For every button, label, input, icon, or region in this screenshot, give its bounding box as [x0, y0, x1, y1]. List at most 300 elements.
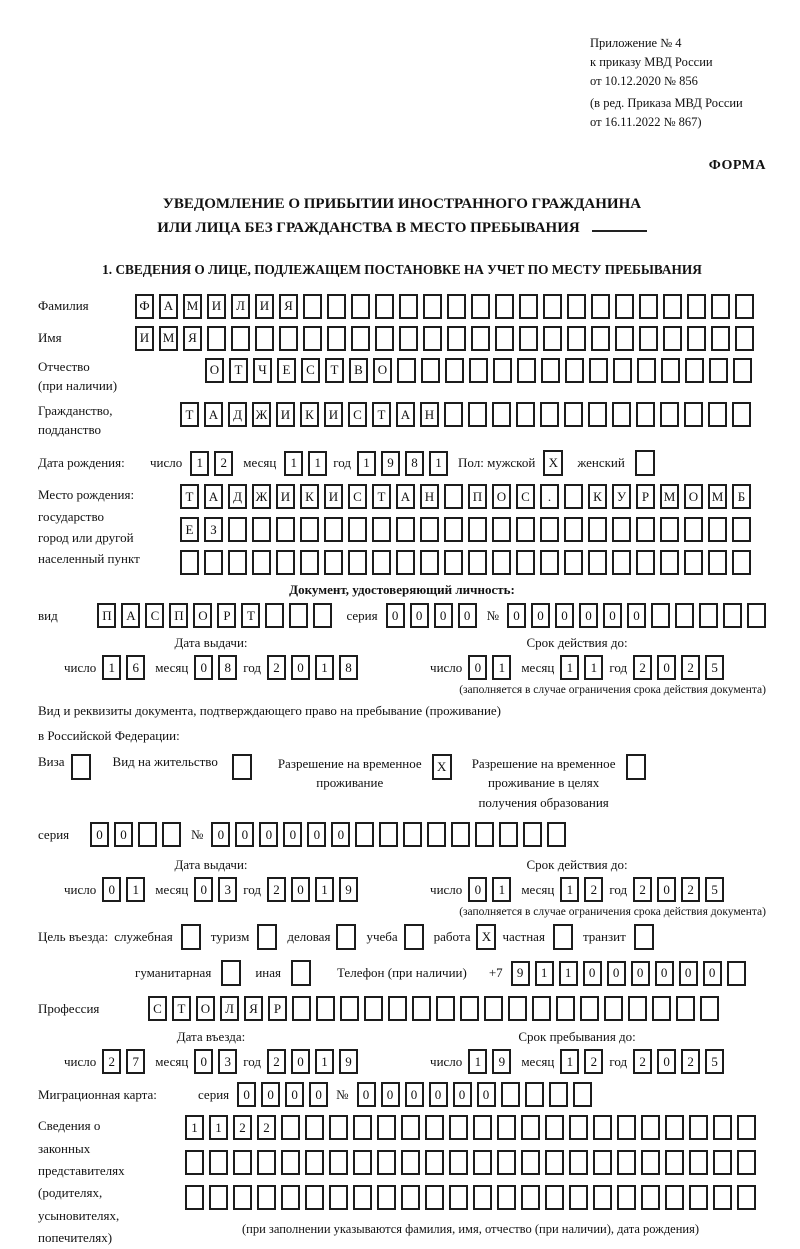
char-cell[interactable] [475, 822, 494, 847]
char-cell[interactable] [324, 517, 343, 542]
char-cell[interactable]: 1 [315, 877, 334, 902]
checkbox-purpose-tourism[interactable] [257, 924, 277, 950]
char-cell[interactable] [353, 1115, 372, 1140]
char-cell[interactable]: А [204, 402, 223, 427]
char-cell[interactable] [593, 1185, 612, 1210]
char-cell[interactable]: 2 [214, 451, 233, 476]
char-cell[interactable]: Д [228, 484, 247, 509]
char-cell[interactable] [685, 358, 704, 383]
char-cell[interactable]: 0 [291, 655, 310, 680]
char-cell[interactable] [228, 550, 247, 575]
char-cell[interactable] [423, 294, 442, 319]
checkbox-purpose-private[interactable] [553, 924, 573, 950]
char-cell[interactable] [525, 1082, 544, 1107]
char-cell[interactable] [628, 996, 647, 1021]
char-cell[interactable] [327, 294, 346, 319]
char-cell[interactable] [569, 1150, 588, 1175]
char-cell[interactable] [737, 1185, 756, 1210]
char-cell[interactable] [265, 603, 284, 628]
char-cell[interactable]: 2 [233, 1115, 252, 1140]
char-cell[interactable]: О [373, 358, 392, 383]
char-cell[interactable]: 8 [218, 655, 237, 680]
char-cell[interactable] [617, 1185, 636, 1210]
char-cell[interactable]: 0 [283, 822, 302, 847]
char-cell[interactable] [545, 1150, 564, 1175]
char-cell[interactable] [639, 326, 658, 351]
char-cell[interactable]: 3 [218, 877, 237, 902]
char-cell[interactable]: 6 [126, 655, 145, 680]
char-cell[interactable] [444, 402, 463, 427]
char-cell[interactable]: 1 [535, 961, 554, 986]
char-cell[interactable] [353, 1185, 372, 1210]
checkbox-purpose-transit[interactable] [634, 924, 654, 950]
char-cell[interactable] [396, 550, 415, 575]
char-cell[interactable]: 5 [705, 655, 724, 680]
char-cell[interactable] [700, 996, 719, 1021]
char-cell[interactable]: Б [732, 484, 751, 509]
char-cell[interactable]: 0 [468, 877, 487, 902]
char-cell[interactable] [420, 517, 439, 542]
char-cell[interactable]: 1 [315, 655, 334, 680]
char-cell[interactable] [660, 517, 679, 542]
char-cell[interactable] [492, 550, 511, 575]
char-cell[interactable] [689, 1115, 708, 1140]
char-cell[interactable]: 1 [560, 1049, 579, 1074]
char-cell[interactable]: 2 [267, 655, 286, 680]
char-cell[interactable]: 2 [633, 1049, 652, 1074]
char-cell[interactable] [589, 358, 608, 383]
char-cell[interactable] [545, 1185, 564, 1210]
char-cell[interactable] [495, 326, 514, 351]
char-cell[interactable]: 0 [235, 822, 254, 847]
char-cell[interactable] [425, 1150, 444, 1175]
char-cell[interactable]: О [684, 484, 703, 509]
char-cell[interactable]: 2 [633, 877, 652, 902]
char-cell[interactable] [516, 550, 535, 575]
char-cell[interactable]: В [349, 358, 368, 383]
char-cell[interactable]: О [492, 484, 511, 509]
char-cell[interactable] [543, 294, 562, 319]
char-cell[interactable] [711, 294, 730, 319]
char-cell[interactable] [351, 294, 370, 319]
char-cell[interactable]: 0 [627, 603, 646, 628]
char-cell[interactable] [401, 1150, 420, 1175]
char-cell[interactable]: А [204, 484, 223, 509]
char-cell[interactable] [445, 358, 464, 383]
char-cell[interactable] [540, 550, 559, 575]
char-cell[interactable]: 0 [579, 603, 598, 628]
char-cell[interactable]: 0 [114, 822, 133, 847]
char-cell[interactable] [564, 484, 583, 509]
char-cell[interactable] [675, 603, 694, 628]
char-cell[interactable]: Т [229, 358, 248, 383]
char-cell[interactable]: 1 [315, 1049, 334, 1074]
char-cell[interactable]: Л [231, 294, 250, 319]
char-cell[interactable] [501, 1082, 520, 1107]
char-cell[interactable] [436, 996, 455, 1021]
char-cell[interactable]: 1 [284, 451, 303, 476]
char-cell[interactable] [185, 1150, 204, 1175]
char-cell[interactable]: И [324, 402, 343, 427]
char-cell[interactable] [468, 550, 487, 575]
char-cell[interactable] [375, 294, 394, 319]
char-cell[interactable]: 1 [185, 1115, 204, 1140]
char-cell[interactable] [723, 603, 742, 628]
char-cell[interactable] [460, 996, 479, 1021]
char-cell[interactable]: Ж [252, 484, 271, 509]
char-cell[interactable]: Я [183, 326, 202, 351]
char-cell[interactable] [516, 517, 535, 542]
char-cell[interactable]: 0 [458, 603, 477, 628]
char-cell[interactable]: 0 [655, 961, 674, 986]
char-cell[interactable]: 0 [468, 655, 487, 680]
char-cell[interactable]: Я [244, 996, 263, 1021]
char-cell[interactable] [379, 822, 398, 847]
char-cell[interactable] [699, 603, 718, 628]
char-cell[interactable] [279, 326, 298, 351]
char-cell[interactable] [231, 326, 250, 351]
char-cell[interactable] [348, 550, 367, 575]
char-cell[interactable] [732, 517, 751, 542]
char-cell[interactable] [471, 294, 490, 319]
char-cell[interactable]: Ф [135, 294, 154, 319]
char-cell[interactable] [377, 1150, 396, 1175]
char-cell[interactable] [636, 402, 655, 427]
char-cell[interactable] [663, 294, 682, 319]
char-cell[interactable] [687, 294, 706, 319]
char-cell[interactable]: Н [420, 402, 439, 427]
char-cell[interactable] [257, 1185, 276, 1210]
char-cell[interactable]: 2 [681, 655, 700, 680]
char-cell[interactable]: К [300, 402, 319, 427]
char-cell[interactable]: Т [180, 484, 199, 509]
char-cell[interactable] [388, 996, 407, 1021]
char-cell[interactable]: 0 [555, 603, 574, 628]
char-cell[interactable]: 0 [429, 1082, 448, 1107]
char-cell[interactable]: 0 [285, 1082, 304, 1107]
char-cell[interactable] [252, 517, 271, 542]
char-cell[interactable]: 1 [308, 451, 327, 476]
char-cell[interactable] [180, 550, 199, 575]
char-cell[interactable] [348, 517, 367, 542]
char-cell[interactable] [508, 996, 527, 1021]
char-cell[interactable] [732, 402, 751, 427]
char-cell[interactable] [612, 402, 631, 427]
char-cell[interactable]: Л [220, 996, 239, 1021]
char-cell[interactable]: 2 [584, 877, 603, 902]
char-cell[interactable] [521, 1115, 540, 1140]
char-cell[interactable]: 9 [492, 1049, 511, 1074]
char-cell[interactable] [329, 1150, 348, 1175]
char-cell[interactable] [468, 517, 487, 542]
char-cell[interactable] [711, 326, 730, 351]
char-cell[interactable] [519, 326, 538, 351]
char-cell[interactable] [425, 1185, 444, 1210]
char-cell[interactable] [737, 1150, 756, 1175]
char-cell[interactable] [209, 1150, 228, 1175]
char-cell[interactable] [497, 1150, 516, 1175]
char-cell[interactable]: 1 [492, 877, 511, 902]
char-cell[interactable]: П [169, 603, 188, 628]
char-cell[interactable]: 1 [560, 877, 579, 902]
char-cell[interactable] [412, 996, 431, 1021]
char-cell[interactable]: А [159, 294, 178, 319]
char-cell[interactable] [447, 294, 466, 319]
char-cell[interactable]: 5 [705, 877, 724, 902]
char-cell[interactable] [281, 1150, 300, 1175]
char-cell[interactable] [375, 326, 394, 351]
char-cell[interactable]: Н [420, 484, 439, 509]
char-cell[interactable] [651, 603, 670, 628]
char-cell[interactable] [372, 550, 391, 575]
char-cell[interactable] [617, 1150, 636, 1175]
char-cell[interactable]: Т [172, 996, 191, 1021]
char-cell[interactable] [364, 996, 383, 1021]
char-cell[interactable] [564, 517, 583, 542]
char-cell[interactable]: 0 [309, 1082, 328, 1107]
checkbox-male[interactable]: X [543, 450, 563, 476]
char-cell[interactable] [733, 358, 752, 383]
char-cell[interactable] [532, 996, 551, 1021]
char-cell[interactable]: 1 [102, 655, 121, 680]
char-cell[interactable] [138, 822, 157, 847]
char-cell[interactable] [591, 326, 610, 351]
char-cell[interactable]: А [121, 603, 140, 628]
char-cell[interactable] [588, 550, 607, 575]
char-cell[interactable] [641, 1185, 660, 1210]
char-cell[interactable]: М [159, 326, 178, 351]
char-cell[interactable] [497, 1185, 516, 1210]
char-cell[interactable]: Т [180, 402, 199, 427]
char-cell[interactable] [397, 358, 416, 383]
char-cell[interactable]: Е [180, 517, 199, 542]
char-cell[interactable]: 0 [453, 1082, 472, 1107]
char-cell[interactable] [565, 358, 584, 383]
char-cell[interactable]: Р [217, 603, 236, 628]
char-cell[interactable] [665, 1115, 684, 1140]
char-cell[interactable] [708, 517, 727, 542]
char-cell[interactable]: 1 [559, 961, 578, 986]
char-cell[interactable] [469, 358, 488, 383]
char-cell[interactable] [396, 517, 415, 542]
char-cell[interactable]: 0 [679, 961, 698, 986]
char-cell[interactable] [540, 402, 559, 427]
char-cell[interactable] [588, 517, 607, 542]
char-cell[interactable] [593, 1150, 612, 1175]
char-cell[interactable]: 0 [307, 822, 326, 847]
char-cell[interactable] [708, 550, 727, 575]
char-cell[interactable] [516, 402, 535, 427]
char-cell[interactable] [471, 326, 490, 351]
char-cell[interactable] [300, 550, 319, 575]
char-cell[interactable] [276, 517, 295, 542]
char-cell[interactable]: 8 [339, 655, 358, 680]
checkbox-temp-residence[interactable]: X [432, 754, 452, 780]
char-cell[interactable] [420, 550, 439, 575]
char-cell[interactable]: А [396, 402, 415, 427]
char-cell[interactable]: И [276, 402, 295, 427]
char-cell[interactable] [473, 1185, 492, 1210]
char-cell[interactable]: 5 [705, 1049, 724, 1074]
char-cell[interactable] [615, 326, 634, 351]
char-cell[interactable] [540, 517, 559, 542]
char-cell[interactable]: М [183, 294, 202, 319]
char-cell[interactable] [612, 550, 631, 575]
char-cell[interactable]: 0 [102, 877, 121, 902]
char-cell[interactable] [289, 603, 308, 628]
char-cell[interactable] [549, 1082, 568, 1107]
char-cell[interactable]: 1 [468, 1049, 487, 1074]
char-cell[interactable] [447, 326, 466, 351]
char-cell[interactable] [521, 1185, 540, 1210]
char-cell[interactable] [303, 294, 322, 319]
char-cell[interactable] [661, 358, 680, 383]
char-cell[interactable] [732, 550, 751, 575]
char-cell[interactable] [292, 996, 311, 1021]
char-cell[interactable] [593, 1115, 612, 1140]
char-cell[interactable] [399, 294, 418, 319]
char-cell[interactable]: 0 [477, 1082, 496, 1107]
checkbox-temp-residence-edu[interactable] [626, 754, 646, 780]
char-cell[interactable] [547, 822, 566, 847]
char-cell[interactable] [641, 1150, 660, 1175]
char-cell[interactable] [444, 550, 463, 575]
char-cell[interactable] [228, 517, 247, 542]
char-cell[interactable]: У [612, 484, 631, 509]
char-cell[interactable] [615, 294, 634, 319]
char-cell[interactable] [689, 1185, 708, 1210]
char-cell[interactable] [543, 326, 562, 351]
char-cell[interactable] [636, 517, 655, 542]
char-cell[interactable]: 2 [257, 1115, 276, 1140]
char-cell[interactable]: Ж [252, 402, 271, 427]
char-cell[interactable] [449, 1185, 468, 1210]
char-cell[interactable] [207, 326, 226, 351]
checkbox-purpose-study[interactable] [404, 924, 424, 950]
char-cell[interactable]: Т [372, 484, 391, 509]
char-cell[interactable]: С [148, 996, 167, 1021]
char-cell[interactable]: 0 [90, 822, 109, 847]
char-cell[interactable] [713, 1115, 732, 1140]
char-cell[interactable]: 0 [194, 1049, 213, 1074]
char-cell[interactable] [564, 402, 583, 427]
char-cell[interactable] [473, 1115, 492, 1140]
char-cell[interactable]: 7 [126, 1049, 145, 1074]
char-cell[interactable] [541, 358, 560, 383]
char-cell[interactable]: 9 [339, 1049, 358, 1074]
char-cell[interactable] [468, 402, 487, 427]
char-cell[interactable] [324, 550, 343, 575]
char-cell[interactable]: 0 [331, 822, 350, 847]
char-cell[interactable] [556, 996, 575, 1021]
checkbox-purpose-humanitarian[interactable] [221, 960, 241, 986]
char-cell[interactable]: С [348, 402, 367, 427]
char-cell[interactable]: О [196, 996, 215, 1021]
checkbox-purpose-official[interactable] [181, 924, 201, 950]
char-cell[interactable]: И [135, 326, 154, 351]
char-cell[interactable]: 0 [381, 1082, 400, 1107]
char-cell[interactable] [636, 550, 655, 575]
char-cell[interactable]: 2 [584, 1049, 603, 1074]
char-cell[interactable] [519, 294, 538, 319]
char-cell[interactable]: 1 [492, 655, 511, 680]
char-cell[interactable] [713, 1150, 732, 1175]
char-cell[interactable]: 0 [607, 961, 626, 986]
checkbox-purpose-business[interactable] [336, 924, 356, 950]
char-cell[interactable] [340, 996, 359, 1021]
char-cell[interactable]: 0 [194, 655, 213, 680]
char-cell[interactable] [313, 603, 332, 628]
char-cell[interactable]: 0 [211, 822, 230, 847]
char-cell[interactable]: 1 [209, 1115, 228, 1140]
char-cell[interactable]: . [540, 484, 559, 509]
char-cell[interactable] [660, 550, 679, 575]
char-cell[interactable] [329, 1185, 348, 1210]
char-cell[interactable] [523, 822, 542, 847]
char-cell[interactable] [735, 294, 754, 319]
checkbox-purpose-work[interactable]: X [476, 924, 496, 950]
char-cell[interactable] [660, 402, 679, 427]
char-cell[interactable]: 1 [429, 451, 448, 476]
char-cell[interactable]: И [324, 484, 343, 509]
char-cell[interactable] [517, 358, 536, 383]
char-cell[interactable]: 0 [434, 603, 453, 628]
char-cell[interactable]: 0 [507, 603, 526, 628]
char-cell[interactable]: Р [268, 996, 287, 1021]
char-cell[interactable]: 0 [194, 877, 213, 902]
char-cell[interactable]: 0 [291, 877, 310, 902]
char-cell[interactable] [567, 294, 586, 319]
char-cell[interactable] [687, 326, 706, 351]
char-cell[interactable]: Д [228, 402, 247, 427]
char-cell[interactable]: 1 [560, 655, 579, 680]
char-cell[interactable] [676, 996, 695, 1021]
char-cell[interactable] [401, 1185, 420, 1210]
char-cell[interactable] [637, 358, 656, 383]
char-cell[interactable]: 0 [405, 1082, 424, 1107]
char-cell[interactable]: 8 [405, 451, 424, 476]
char-cell[interactable]: 2 [681, 877, 700, 902]
char-cell[interactable]: 9 [339, 877, 358, 902]
char-cell[interactable]: 9 [511, 961, 530, 986]
char-cell[interactable]: 0 [657, 1049, 676, 1074]
char-cell[interactable] [639, 294, 658, 319]
char-cell[interactable]: К [588, 484, 607, 509]
char-cell[interactable]: 0 [657, 877, 676, 902]
char-cell[interactable] [355, 822, 374, 847]
char-cell[interactable] [329, 1115, 348, 1140]
char-cell[interactable] [281, 1115, 300, 1140]
char-cell[interactable] [255, 326, 274, 351]
char-cell[interactable] [652, 996, 671, 1021]
char-cell[interactable]: 0 [631, 961, 650, 986]
checkbox-residence-permit[interactable] [232, 754, 252, 780]
char-cell[interactable] [684, 550, 703, 575]
char-cell[interactable]: 2 [267, 877, 286, 902]
char-cell[interactable]: 1 [126, 877, 145, 902]
char-cell[interactable] [451, 822, 470, 847]
char-cell[interactable]: Я [279, 294, 298, 319]
char-cell[interactable] [305, 1185, 324, 1210]
char-cell[interactable] [569, 1115, 588, 1140]
char-cell[interactable]: И [207, 294, 226, 319]
char-cell[interactable] [449, 1150, 468, 1175]
char-cell[interactable] [444, 517, 463, 542]
char-cell[interactable]: 0 [386, 603, 405, 628]
char-cell[interactable]: А [396, 484, 415, 509]
char-cell[interactable] [612, 517, 631, 542]
char-cell[interactable] [449, 1115, 468, 1140]
